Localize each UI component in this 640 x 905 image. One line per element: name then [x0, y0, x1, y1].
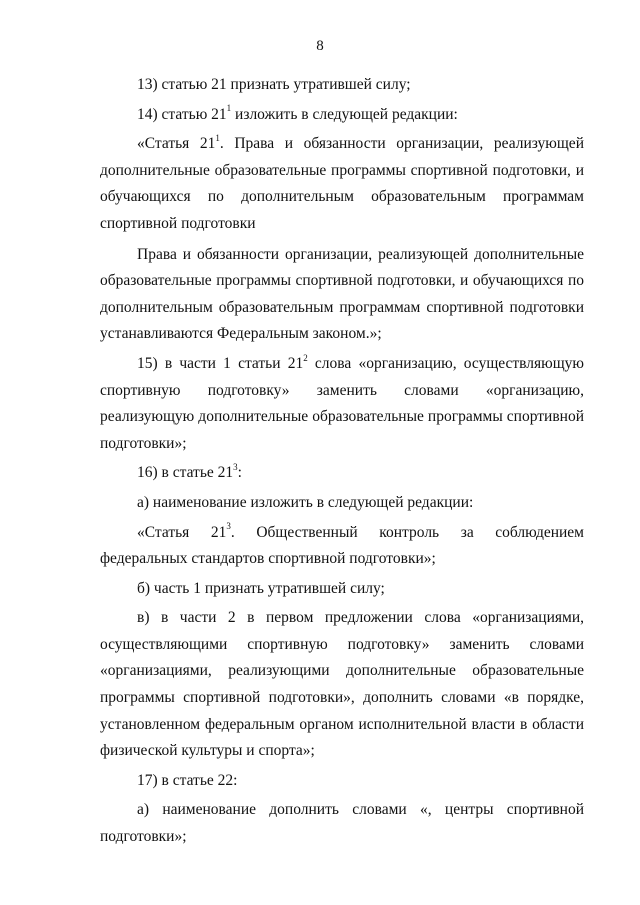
item-13: 13) статью 21 признать утратившей силу; [137, 76, 411, 93]
item-17: 17) в статье 22: [137, 771, 238, 789]
item-16-v: в) в части 2 в первом предложении слова «организациями, осуществляющими спортивную подготовку» заменить словами «организациями, реализующими дополнительные образовательные программы спортивной подготовки», дополнить словами «в порядке, установленном федеральным органом исполнительной власти в области физической культуры и спорта»; [100, 609, 584, 760]
item-17-a: а) наименование дополнить словами «, центры спортивной подготовки»; [100, 801, 584, 846]
item-16-b: б) часть 1 признать утратившей силу; [137, 579, 385, 597]
document-body [100, 72, 584, 851]
page-number: 8 [316, 38, 324, 54]
rights-text: Права и обязанности организации, реализующей дополнительные образовательные программы спортивной подготовки, и обучающихся по дополнительным образовательным программам спортивной подготовки устанавливаются Федеральным законом.»; [100, 245, 584, 343]
item-16: 16) в статье $21^3$: [137, 462, 242, 482]
item-14: 14) статью $21^1$ изложить в следующей редакции: [137, 103, 458, 123]
item-15: 15) в части 1 статьи $21^2$ слова «организацию, осуществляющую спортивную подготовку» заменить словами «организацию, реализующую дополнительные образовательные программы спортивной подготовки»; [100, 352, 584, 452]
article-21-1-heading: «Статья $21^1$. Права и обязанности организации, реализующей дополнительные образовательные программы спортивной подготовки, и обучающихся по дополнительным образовательным программам [100, 133, 584, 206]
article-21-1-heading-end: спортивной подготовки [100, 214, 256, 232]
article-21-3-heading: «Статья $21^3$. Общественный контроль за соблюдением федеральных стандартов спортивной подготовки»; [100, 521, 584, 568]
item-16-a: а) наименование изложить в следующей редакции: [137, 493, 474, 511]
